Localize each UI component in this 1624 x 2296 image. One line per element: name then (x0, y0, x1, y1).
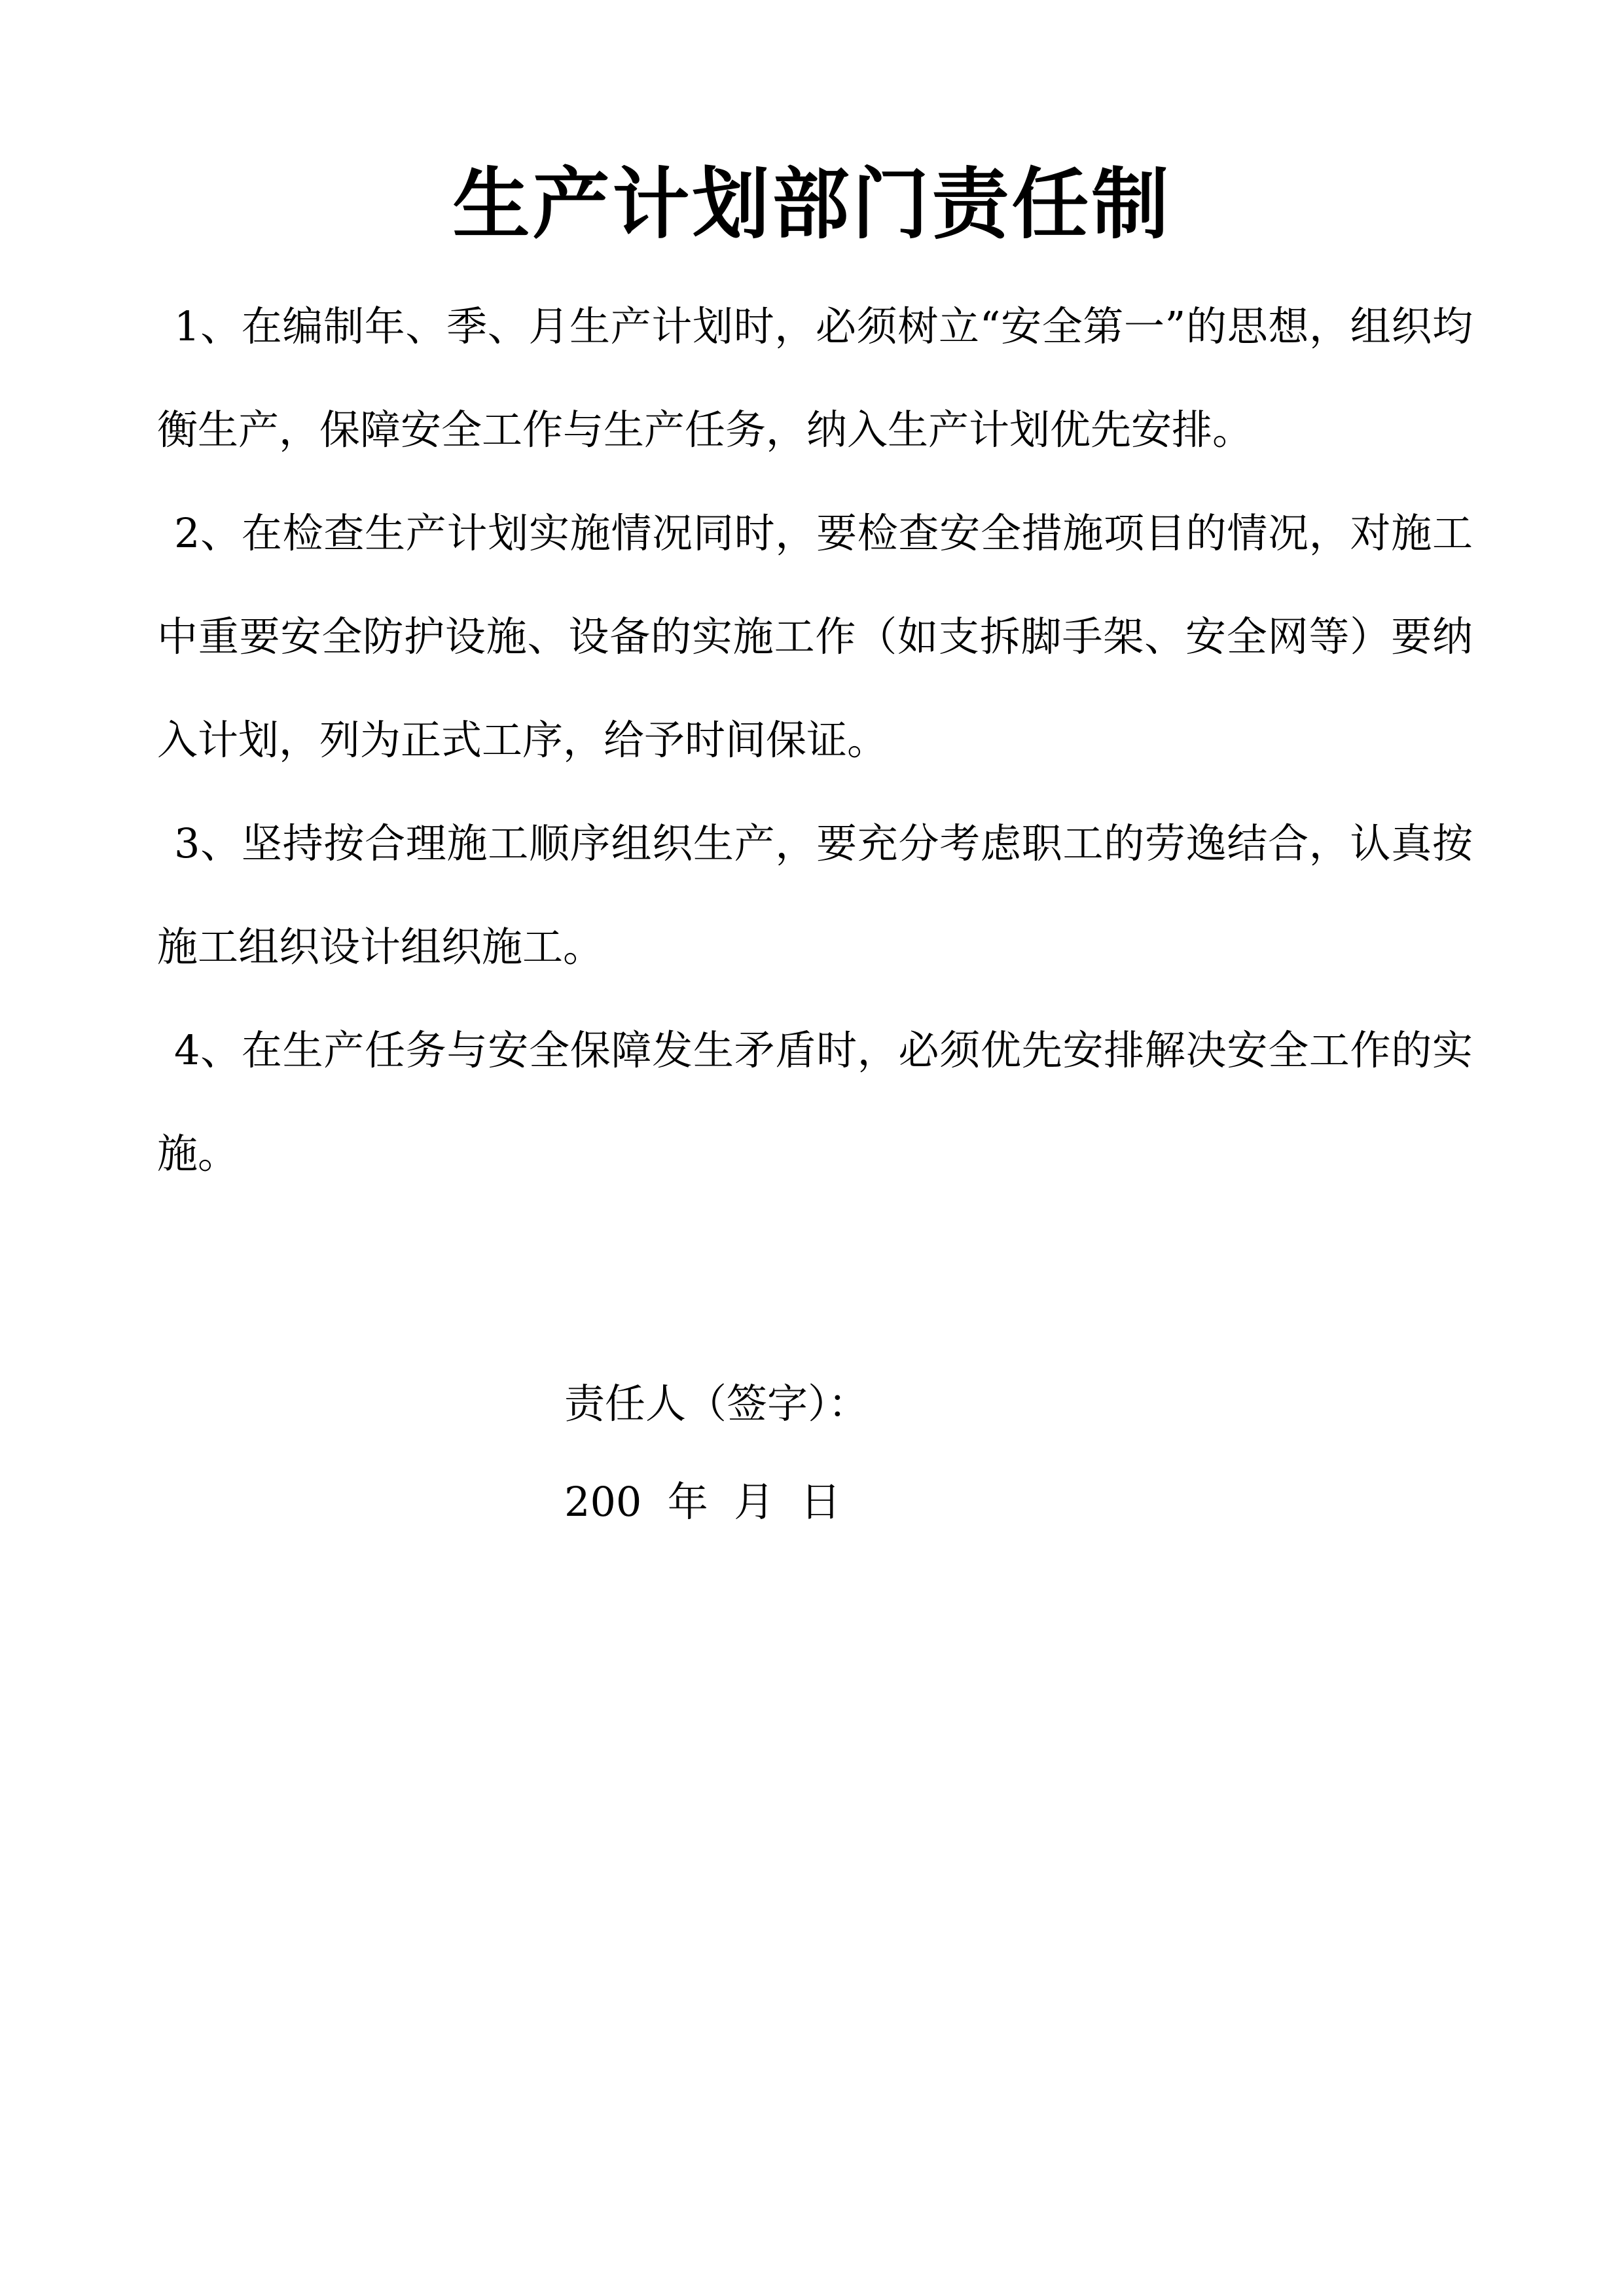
paragraph-4: 4、在生产任务与安全保障发生矛盾时，必须优先安排解决安全工作的实施。 (157, 1026, 1473, 1177)
signature-date: 200 年 月 日 (564, 1478, 841, 1526)
paragraph-3: 3、坚持按合理施工顺序组织生产，要充分考虑职工的劳逸结合，认真按施工组织设计组织施工。 (157, 819, 1473, 971)
signature-label: 责任人（签字）： (564, 1380, 869, 1427)
document-title: 生产计划部门责任制 (452, 159, 1172, 249)
paragraph-1: 1、在编制年、季、月生产计划时，必须树立“安全第一”的思想，组织均衡生产，保障安全工作与生产任务，纳入生产计划优先安排。 (157, 302, 1473, 454)
signature-block (564, 1355, 869, 1551)
document-body (157, 275, 1473, 1206)
paragraph-2: 2、在检查生产计划实施情况同时，要检查安全措施项目的情况，对施工中重要安全防护设施、设备的实施工作（如支拆脚手架、安全网等）要纳入计划，列为正式工序，给予时间保证。 (157, 509, 1473, 764)
